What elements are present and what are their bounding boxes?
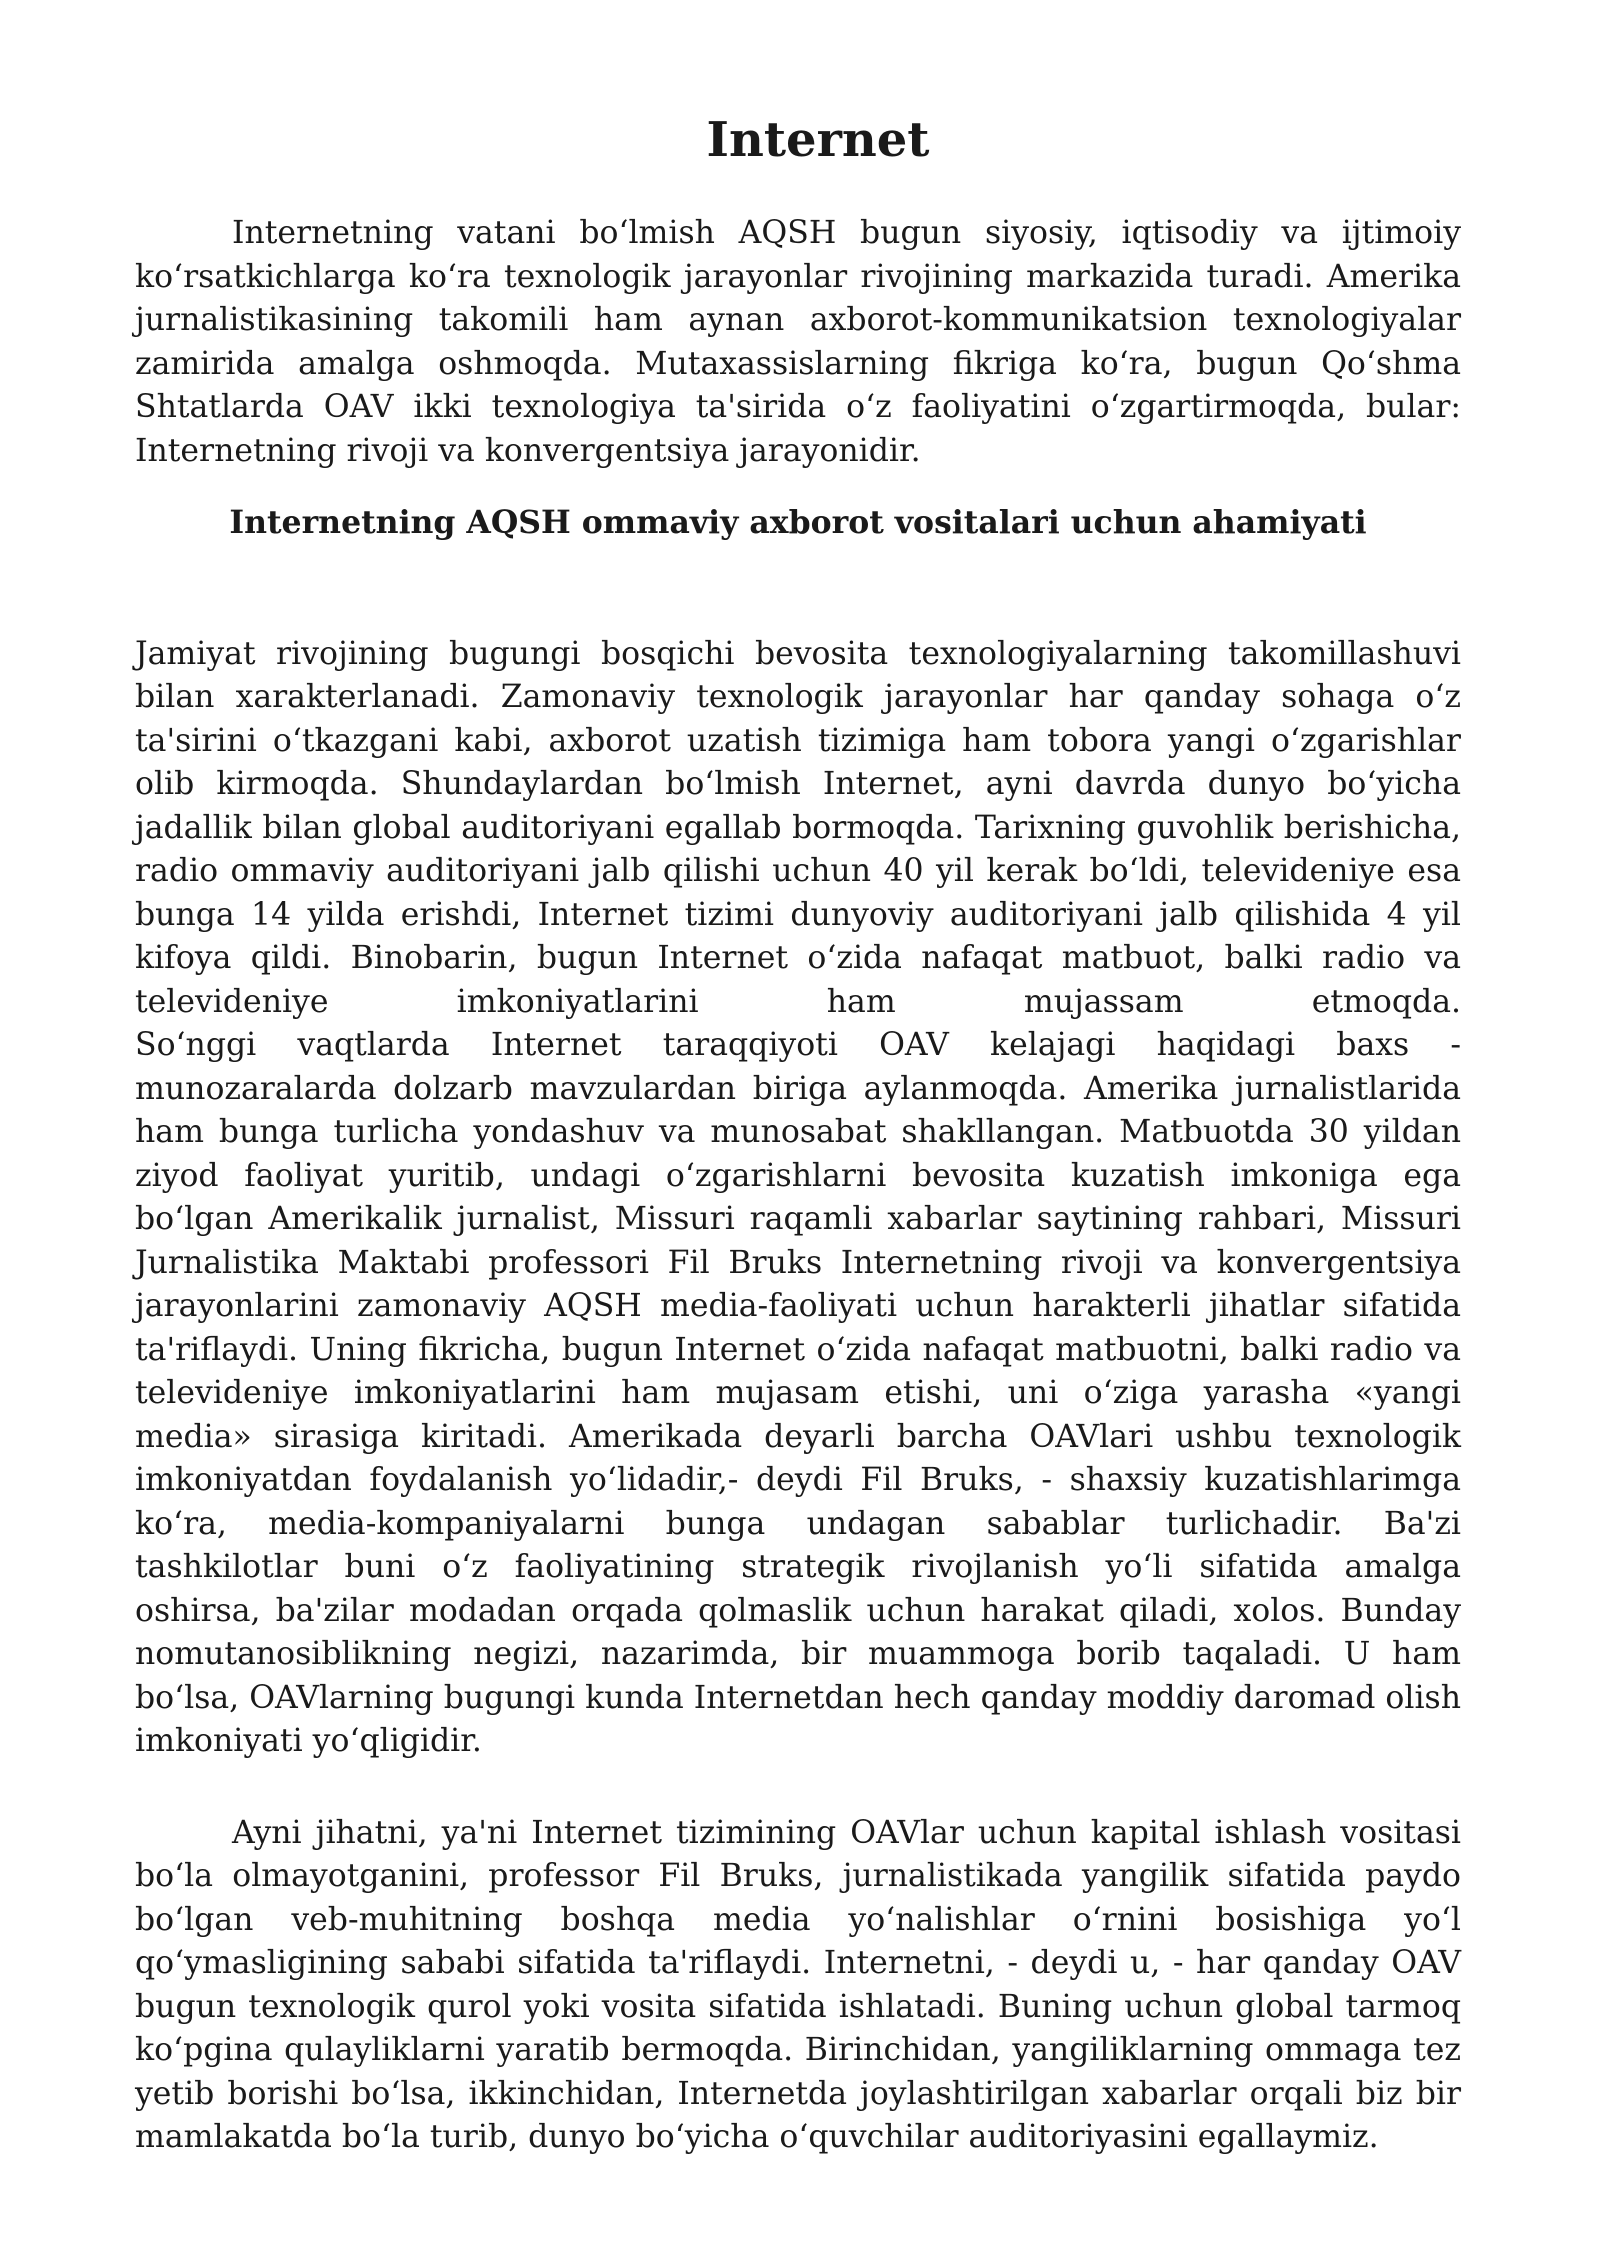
body-paragraph-1-part-b: So‘nggi vaqtlarda Internet taraqqiyoti OAV kelajagi haqidagi baxs - munozaralarda dolzarb mavzulardan biriga aylanmoqda. Amerika jurnalistlarida ham bunga turlicha yondashuv va munosabat shakllangan. Matbuotda 30 yildan ziyod faoliyat yuritib, undagi o‘zgarishlarni bevosita kuzatish imkoniga ega bo‘lgan Amerikalik jurnalist, Missuri raqamli xabarlar saytining rahbari, Missuri Jurnalistika Maktabi professori Fil Bruks Internetning rivoji va konvergentsiya jarayonlarini zamonaviy AQSH media-faoliyati uchun harakterli jihatlar sifatida ta'riflaydi. Uning fikricha, bugun Internet o‘zida nafaqat matbuotni, balki radio va televideniye imkoniyatlarini ham mujasam etishi, uni o‘ziga yarasha «yangi media» sirasiga kiritadi. Amerikada deyarli barcha OAVlari ushbu texnologik imkoniyatdan foydalanish yo‘lidadir,- deydi Fil Bruks, - shaxsiy kuzatishlarimga ko‘ra, media-kompaniyalarni bunga undagan sabablar turlichadir. Ba'zi tashkilotlar buni o‘z faoliyatining strategik rivojlanish yo‘li sifatida amalga oshirsa, ba'zilar modadan orqada qolmaslik uchun harakat qiladi, xolos. Bunday nomutanosiblikning negizi, nazarimda, bir muammoga borib taqaladi. U ham bo‘lsa, OAVlarning bugungi kunda Internetdan hech qanday moddiy daromad olish imkoniyati yo‘qligidir. — [135, 1027, 1461, 1759]
document-page — [135, 110, 1461, 2160]
section-heading: Internetning AQSH ommaviy axborot vositalari uchun ahamiyati — [229, 504, 1367, 541]
body-paragraph-2: Ayni jihatni, ya'ni Internet tizimining OAVlar uchun kapital ishlash vositasi bo‘la olmayotganini, professor Fil Bruks, jurnalistikada yangilik sifatida paydo bo‘lgan veb-muhitning boshqa media yo‘nalishlar o‘rnini bosishiga yo‘l qo‘ymasligining sababi sifatida ta'riflaydi. Internetni, - deydi u, - har qanday OAV bugun texnologik qurol yoki vosita sifatida ishlatadi. Buning uchun global tarmoq ko‘pgina qulayliklarni yaratib bermoqda. Birinchidan, yangiliklarning ommaga tez yetib borishi bo‘lsa, ikkinchidan, Internetda joylashtirilgan xabarlar orqali biz bir mamlakatda bo‘la turib, dunyo bo‘yicha o‘quvchilar auditoriyasini egallaymiz. — [135, 1814, 1461, 2155]
body-paragraph-1 — [135, 633, 1461, 1764]
body-paragraph-1-part-a: Jamiyat rivojining bugungi bosqichi bevosita texnologiyalarning takomillashuvi bilan xarakterlanadi. Zamonaviy texnologik jarayonlar har qanday sohaga o‘z ta'sirini o‘tkazgani kabi, axborot uzatish tizimiga ham tobora yangi o‘zgarishlar olib kirmoqda. Shundaylardan bo‘lmish Internet, ayni davrda dunyo bo‘yicha jadallik bilan global auditoriyani egallab bormoqda. Tarixning guvohlik berishicha, radio ommaviy auditoriyani jalb qilishi uchun 40 yil kerak bo‘ldi, televideniye esa bunga 14 yilda erishdi, Internet tizimi dunyoviy auditoriyani jalb qilishida 4 yil kifoya qildi. Binobarin, bugun Internet o‘zida nafaqat matbuot, balki radio va televideniye imkoniyatlarini ham mujassam etmoqda. — [135, 635, 1461, 1020]
page-title: Internet — [706, 112, 930, 168]
intro-paragraph: Internetning vatani bo‘lmish AQSH bugun siyosiy, iqtisodiy va ijtimoiy ko‘rsatkichlarga ko‘ra texnologik jarayonlar rivojining markazida turadi. Amerika jurnalistikasining takomili ham aynan axborot-kommunikatsion texnologiyalar zamirida amalga oshmoqda. Mutaxassislarning fikriga ko‘ra, bugun Qo‘shma Shtatlarda OAV ikki texnologiya ta'sirida o‘z faoliyatini o‘zgartirmoqda, bular: Internetning rivoji va konvergentsiya jarayonidir. — [135, 215, 1461, 469]
